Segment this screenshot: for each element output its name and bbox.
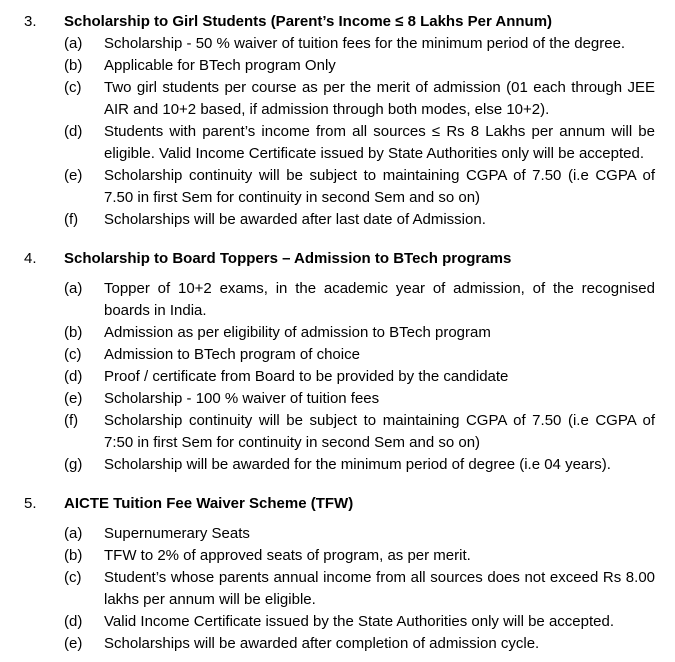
list-item — [0, 454, 655, 476]
section-number: 5. — [24, 495, 37, 512]
item-label: (e) — [64, 167, 83, 184]
list-item — [0, 322, 655, 344]
item-label: (c) — [64, 346, 82, 363]
list-item — [0, 121, 655, 165]
item-label: (b) — [64, 57, 83, 74]
list-item — [0, 366, 655, 388]
item-text: Scholarship - 100 % waiver of tuition fees — [104, 390, 380, 407]
list-item — [0, 633, 655, 655]
section-title: AICTE Tuition Fee Waiver Scheme (TFW) — [64, 495, 354, 512]
item-text: Applicable for BTech program Only — [104, 57, 336, 74]
item-label: (e) — [64, 390, 83, 407]
section — [0, 248, 675, 476]
item-text: Scholarship continuity will be subject to maintaining CGPA of 7.50 (i.e CGPA of 7:50 in first Sem for continuity in second Sem and so on) — [104, 412, 655, 451]
item-label: (d) — [64, 613, 83, 630]
item-label: (a) — [64, 35, 83, 52]
list-item — [0, 165, 655, 209]
item-text: Valid Income Certificate issued by the State Authorities only will be accepted. — [104, 613, 614, 630]
item-label: (e) — [64, 635, 83, 652]
item-text: Two girl students per course as per the merit of admission (01 each through JEE AIR and 10+2 based, if admission through both modes, else 10+2). — [104, 79, 655, 118]
item-label: (c) — [64, 569, 82, 586]
section-number: 4. — [24, 250, 37, 267]
list-item — [0, 344, 655, 366]
item-text: Scholarship will be awarded for the minimum period of degree (i.e 04 years). — [104, 456, 611, 473]
list-item — [0, 33, 655, 55]
item-text: Proof / certificate from Board to be provided by the candidate — [104, 368, 509, 385]
list-item — [0, 209, 655, 231]
section-heading — [0, 493, 675, 515]
item-label: (f) — [64, 211, 79, 228]
item-text: Admission to BTech program of choice — [104, 346, 360, 363]
list-item — [0, 567, 655, 611]
item-text: Scholarship - 50 % waiver of tuition fees for the minimum period of the degree. — [104, 35, 626, 52]
list-item — [0, 55, 655, 77]
item-label: (f) — [64, 412, 79, 429]
section — [0, 11, 675, 231]
item-label: (d) — [64, 123, 83, 140]
list-item — [0, 388, 655, 410]
list-item — [0, 410, 655, 454]
list-item — [0, 523, 655, 545]
item-label: (a) — [64, 525, 83, 542]
list-item — [0, 611, 655, 633]
item-text: Student’s whose parents annual income from all sources does not exceed Rs 8.00 lakhs per annum will be eligible. — [104, 569, 655, 608]
item-label: (g) — [64, 456, 83, 473]
section-title: Scholarship to Girl Students (Parent’s Income ≤ 8 Lakhs Per Annum) — [64, 13, 553, 30]
item-label: (c) — [64, 79, 82, 96]
section-heading — [0, 248, 675, 270]
section-number: 3. — [24, 13, 37, 30]
item-label: (a) — [64, 280, 83, 297]
item-text: Admission as per eligibility of admission to BTech program — [104, 324, 491, 341]
item-text: Topper of 10+2 exams, in the academic year of admission, of the recognised boards in India. — [104, 280, 655, 319]
section-heading — [0, 11, 675, 33]
item-text: Supernumerary Seats — [104, 525, 250, 542]
item-text: Scholarships will be awarded after last date of Admission. — [104, 211, 486, 228]
list-item — [0, 278, 655, 322]
section-title: Scholarship to Board Toppers – Admission to BTech programs — [64, 250, 512, 267]
item-label: (b) — [64, 547, 83, 564]
list-item — [0, 77, 655, 121]
item-label: (d) — [64, 368, 83, 385]
item-text: Students with parent’s income from all sources ≤ Rs 8 Lakhs per annum will be eligible. Valid Income Certificate issued by State Authorities only will be accepted. — [104, 123, 655, 162]
list-item — [0, 545, 655, 567]
item-text: Scholarships will be awarded after completion of admission cycle. — [104, 635, 540, 652]
item-text: TFW to 2% of approved seats of program, as per merit. — [104, 547, 471, 564]
item-label: (b) — [64, 324, 83, 341]
item-text: Scholarship continuity will be subject to maintaining CGPA of 7.50 (i.e CGPA of 7.50 in first Sem for continuity in second Sem and so on) — [104, 167, 655, 206]
section — [0, 493, 675, 655]
